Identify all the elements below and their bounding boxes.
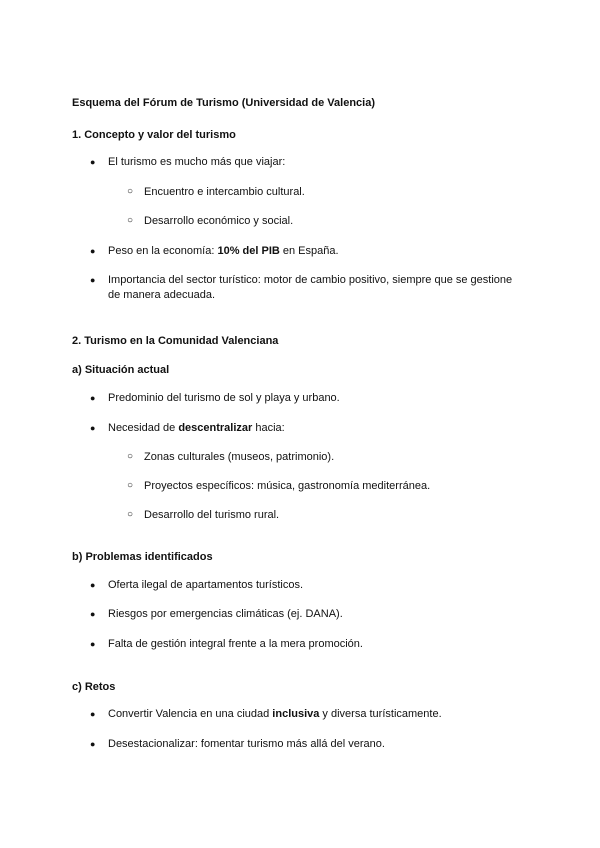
bullet-icon: ●	[90, 246, 96, 256]
list-item-continuation: de manera adecuada.	[108, 289, 216, 301]
bullet-icon: ●	[90, 275, 96, 285]
section-2-heading: 2. Turismo en la Comunidad Valenciana	[72, 335, 279, 347]
circle-bullet-icon: ○	[127, 186, 134, 197]
sub-list-item: Encuentro e intercambio cultural.	[144, 186, 305, 198]
list-item: Importancia del sector turístico: motor de cambio positivo, siempre que se gestione	[108, 274, 513, 286]
list-item: El turismo es mucho más que viajar:	[108, 156, 286, 168]
list-item: Peso en la economía: 10% del PIB en España.	[108, 245, 339, 257]
bullet-icon: ●	[90, 580, 96, 590]
subsection-a-heading: a) Situación actual	[72, 364, 170, 376]
subsection-b-heading: b) Problemas identificados	[72, 551, 213, 563]
subsection-c-heading: c) Retos	[72, 681, 116, 693]
list-item: Predominio del turismo de sol y playa y urbano.	[108, 392, 340, 404]
circle-bullet-icon: ○	[127, 451, 134, 462]
bullet-icon: ●	[90, 393, 96, 403]
list-item: Desestacionalizar: fomentar turismo más allá del verano.	[108, 738, 385, 750]
circle-bullet-icon: ○	[127, 215, 134, 226]
sub-list-item: Zonas culturales (museos, patrimonio).	[144, 451, 335, 463]
circle-bullet-icon: ○	[127, 509, 134, 520]
sub-list-item: Desarrollo del turismo rural.	[144, 509, 280, 521]
list-item: Convertir Valencia en una ciudad inclusiva y diversa turísticamente.	[108, 708, 442, 720]
bullet-icon: ●	[90, 739, 96, 749]
sub-list-item: Proyectos específicos: música, gastronomía mediterránea.	[144, 480, 431, 492]
list-item: Necesidad de descentralizar hacia:	[108, 422, 285, 434]
section-1-heading: 1. Concepto y valor del turismo	[72, 129, 236, 141]
document-title: Esquema del Fórum de Turismo (Universidad de Valencia)	[72, 97, 375, 109]
list-item: Riesgos por emergencias climáticas (ej. DANA).	[108, 608, 343, 620]
sub-list-item: Desarrollo económico y social.	[144, 215, 294, 227]
bullet-icon: ●	[90, 709, 96, 719]
bullet-icon: ●	[90, 609, 96, 619]
bullet-icon: ●	[90, 157, 96, 167]
circle-bullet-icon: ○	[127, 480, 134, 491]
bullet-icon: ●	[90, 639, 96, 649]
list-item: Oferta ilegal de apartamentos turísticos.	[108, 579, 304, 591]
bullet-icon: ●	[90, 423, 96, 433]
list-item: Falta de gestión integral frente a la mera promoción.	[108, 638, 363, 650]
